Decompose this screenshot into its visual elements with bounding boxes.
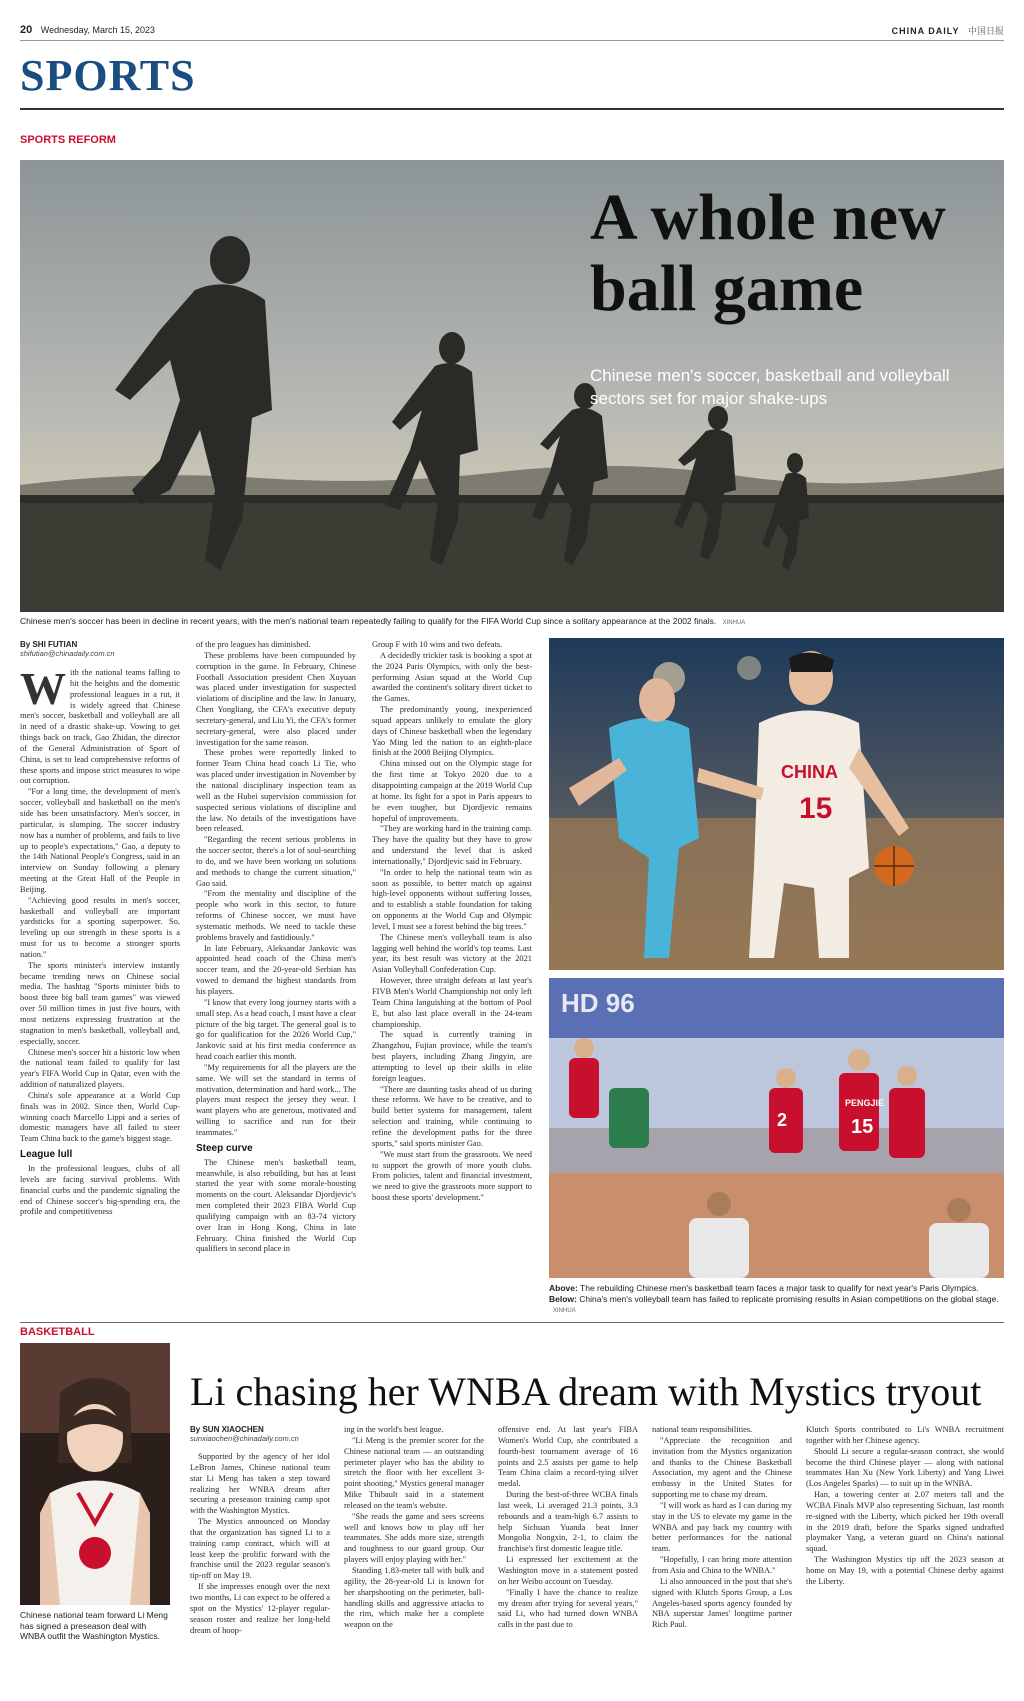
article1-paragraph: These probes were reportedly linked to former Team China head coach Li Tie, who was placed under investigation in November by the national disciplinary inspection team as well as the Hubei supervision commission for suspected serious violations of discipline and the law. No details of the investigations have been released. xyxy=(196,748,357,834)
li-meng-caption: Chinese national team forward Li Meng has signed a preseason deal with WNBA outfit the Washington Mystics. xyxy=(20,1610,168,1642)
article1-paragraph: "For a long time, the development of men's soccer, volleyball and basketball on the men's side has been unsatisfactory. Men's soccer, in particular, is slumping. The soccer industry now has a number of problems, and fails to live up to people's expectations," Gao, a deputy to the 14th National People's Congress, said in an interview on Sunday following a plenary meeting at the Great Hall of the People in Beijing. xyxy=(20,787,180,894)
drop-cap: W xyxy=(20,663,66,714)
article2-byline: By SUN XIAOCHEN xyxy=(190,1425,264,1434)
article-section-tag: SPORTS REFORM xyxy=(20,134,116,146)
article2-paragraph: offensive end. At last year's FIBA Women's World Cup, she contributed a fourth-best tournament average of 16 points and 2.5 assists per game to help Team China claim a record-tying silver medal. xyxy=(498,1425,638,1489)
article2-column-4 xyxy=(652,1425,792,1692)
scoreboard-banner-text: HD 96 xyxy=(561,988,635,1018)
article1-email: shifutian@chinadaily.com.cn xyxy=(20,649,115,658)
article1-paragraph: "In order to help the national team win as soon as possible, to better match up against high-level opponents without suffering losses, and to establish a stable foundation for taking on opponents at the World Cup and Olympic level, I must see a forest behind the big trees." xyxy=(372,867,532,931)
caption-below-text: China's men's volleyball team has failed to replicate promising results in Asian competitions on the global stage. xyxy=(579,1293,999,1304)
article1-paragraph: These problems have been compounded by corruption in the game. In February, Chinese Football Association president Chen Xuyuan was placed under investigation for suspected violations of discipline and the law. In January, Chen Yongliang, the CFA's executive deputy secretary-general, and Liu Yi, the CFA's former secretary-general, were also placed under investigation for the same reason. xyxy=(196,650,356,747)
caption-below-label: Below: xyxy=(549,1293,577,1304)
page-header xyxy=(20,22,1004,38)
article2-paragraph: "Hopefully, I can bring more attention from Asia and China to the WNBA." xyxy=(652,1555,792,1575)
caption-above-text: The rebuilding Chinese men's basketball team faces a major task to qualify for next year's Paris Olympics. xyxy=(580,1283,979,1293)
basketball-illustration xyxy=(549,638,1004,970)
li-meng-illustration xyxy=(20,1343,170,1605)
article1-paragraph: China missed out on the Olympic stage for the first time at Tokyo 2020 due to a disappointing campaign at the 2019 World Cup at home. Its fight for a spot in Paris appears to be even tougher, but Djordjevic remains hopeful of improvements. xyxy=(372,759,532,823)
article2-paragraph: "Li Meng is the premier scorer for the Chinese national team — an outstanding perimeter player who has the ability to stretch the floor with her excellent 3-point shooting," Mystics general manager Mike Thibault said in a statement released on the team's website. xyxy=(344,1435,484,1510)
article1-paragraph: The sports minister's interview instantly became trending news on Chinese social media. The hashtag "Sports minister bids to boost three big ball team games" was viewed over 50 million times in just five hours, with most netizens expressing frustration at the stagnation in men's basketball, volleyball and, especially, soccer. xyxy=(20,960,180,1046)
article1-paragraph: "Achieving good results in men's soccer, basketball and volleyball are important yardsticks for a sporting superpower. So, leveling up our strength in these sports is a must for us to become a stronger sports nation." xyxy=(20,895,180,959)
page-date-block xyxy=(20,24,155,36)
article2-paragraph: Standing 1.83-meter tall with bulk and agility, the 28-year-old Li is known for her sharpshooting on the perimeter, ball-handling skills and aggressive attacks to the rim, which make her a complete weapon on the xyxy=(344,1565,484,1630)
article1-column-3 xyxy=(372,640,532,1248)
section-title: SPORTS xyxy=(20,51,196,100)
page-date: Wednesday, March 15, 2023 xyxy=(40,25,156,35)
article1-subhead-steep-curve: Steep curve xyxy=(196,1142,253,1154)
jersey-team-text: CHINA xyxy=(781,762,838,782)
article1-paragraph: of the pro leagues has diminished. xyxy=(196,640,311,649)
article2-paragraph: Li expressed her excitement at the Washington move in a statement posted on her Weibo account on Tuesday. xyxy=(498,1555,638,1586)
volley-jersey-number-2: 2 xyxy=(777,1110,788,1130)
article1-paragraph: In late February, Aleksandar Jankovic was appointed head coach of the China men's soccer team, and the 20-year-old Serbian has vowed to demand the highest standards from his players. xyxy=(196,943,356,996)
article2-email: sunxiaochen@chinadaily.com.cn xyxy=(190,1434,299,1443)
article1-paragraph: "There are daunting tasks ahead of us during these reforms. We have to be creative, and to build better systems for management, talent selection and training, while continuing to refine the development paths for the three sports," said sports minister Gao. xyxy=(372,1084,532,1148)
volleyball-photo xyxy=(549,978,1004,1278)
article1-column-1 xyxy=(20,663,180,1248)
article2-paragraph: If she impresses enough over the next two months, Li can expect to be offered a spot on the Mystics' 12-player regular-season roster and realize her long-held dream of hoop- xyxy=(190,1582,330,1635)
volley-jersey-name: PENGJIE xyxy=(845,1098,885,1108)
basketball-photo xyxy=(549,638,1004,970)
article2-paragraph: Han, a towering center at 2.07 meters tall and the WCBA Finals MVP also representing Sichuan, last month re-signed with the Liberty, which picked her 19th overall in the 2019 draft, before the Sparks signed undrafted playmaker Yang, a veteran guard on China's national squad. xyxy=(806,1490,1004,1554)
article2-paragraph: Li also announced in the post that she's signed with Klutch Sports Group, a Los Angeles-based sports agency founded by NBA superstar James' longtime partner Rich Paul. xyxy=(652,1576,792,1630)
article1-column-2 xyxy=(196,640,357,1254)
article1-byline: By SHI FUTIAN xyxy=(20,640,78,649)
brand-name-cn: 中国日报 xyxy=(967,25,1004,36)
article2-paragraph: "Appreciate the recognition and invitation from the Mystics organization and thanks to the Chinese Basketball Association, my agent and the Chinese embassy in the United States for supporting me to chase my dream. xyxy=(652,1435,792,1500)
article1-paragraph: A decidedly trickier task is booking a spot at the 2024 Paris Olympics, with only the best-performing Asian squad at the World Cup awarded the continent's solitary direct ticket to the Games. xyxy=(372,650,532,704)
photo-credit: XINHUA xyxy=(553,1308,576,1315)
section-rule xyxy=(20,108,1004,110)
article1-paragraph: China's sole appearance at a World Cup finals was in 2002. Since then, World Cup-winning coach Marcello Lippi and a series of domestic managers have all failed to steer Team China back to the game's biggest stage. xyxy=(20,1090,180,1144)
photo-caption xyxy=(549,1283,1004,1316)
article1-paragraph: "My requirements for all the players are the same. We will set the standard in terms of motivation, determination and hard work... The players must respect the jersey they wear. I want players who are generous, motivated and willing to sacrifice and run for their teammates." xyxy=(196,1062,356,1137)
li-meng-photo xyxy=(20,1343,170,1605)
article2-rule xyxy=(20,1322,1004,1323)
article-headline: A whole new ball game xyxy=(590,181,946,325)
jersey-number: 15 xyxy=(799,792,833,825)
article1-paragraph: The predominantly young, inexperienced squad appears unlikely to emulate the glory days of Chinese basketball when the legendary Yao Ming led the nation to an eighth-place finish at the 2008 Beijing Olympics. xyxy=(372,705,532,758)
page-number: 20 xyxy=(20,24,33,36)
article1-paragraph: The Chinese men's basketball team, meanwhile, is also rebuilding, but has at least started the year with some morale-boosting moments on the court. Aleksandar Djordjevic's men completed their 2023 FIBA World Cup qualifying campaign with an 83-74 victory over Iran in Hong Kong, China in late February. China finished the World Cup qualifiers in second place in xyxy=(196,1157,356,1254)
article2-byline-block xyxy=(190,1425,330,1443)
article2-paragraph: ing in the world's best league. xyxy=(344,1425,444,1434)
caption-above-label: Above: xyxy=(549,1283,578,1293)
article2-paragraph: During the best-of-three WCBA finals last week, Li averaged 21.3 points, 3.3 rebounds and a team-high 6.7 assists to help Sichuan Yuanda beat Inner Mongolia Nongxin, 2-1, to claim the franchise's first domestic league title. xyxy=(498,1490,638,1554)
article1-paragraph: Group F with 10 wins and two defeats. xyxy=(372,640,503,649)
article1-paragraph: However, three straight defeats at last year's FIVB Men's World Championship not only left Team China languishing at the bottom of Pool E, but also last place overall in the 24-team championship. xyxy=(372,976,532,1029)
hero-caption-text: Chinese men's soccer has been in decline in recent years, with the men's national team repeatedly failing to qualify for the FIFA World Cup since a solitary appearance at the 2002 finals. xyxy=(20,616,717,626)
article1-paragraph: In the professional leagues, clubs of all levels are facing survival problems. With financial curbs and the pandemic signaling the end of Chinese soccer's big-spending era, the profile and competitiveness xyxy=(20,1164,180,1217)
article2-paragraph: The Mystics announced on Monday that the organization has signed Li to a training camp contract, which will at least keep the prolific forward with the franchise until the 2023 regular season's tip-off on May 19. xyxy=(190,1517,330,1581)
article1-paragraph: "From the mentality and discipline of the people who work in this sector, to future reforms of Chinese soccer, we must have systematic methods. We need to tackle these problems bravely and fastidiously." xyxy=(196,889,356,942)
article1-paragraph: "I know that every long journey starts with a small step. As a head coach, I must have a clear picture of the big target. The general goal is to go for qualification for the 2026 World Cup," Jankovic said at his first media conference as head coach earlier this month. xyxy=(196,997,356,1062)
hero-photo-credit: XINHUA xyxy=(722,620,746,626)
article1-paragraph: The squad is currently training in Zhangzhou, Fujian province, while the team's best players, including Zhang Jingyin, are attempting to level up their skills in elite foreign leagues. xyxy=(372,1030,532,1083)
article2-paragraph: Klutch Sports contributed to Li's WNBA recruitment together with her Chinese agency. xyxy=(806,1425,1004,1445)
article1-paragraph: "They are working hard in the training camp. They have the quality but they have to grow and understand the level that is asked internationally," Djordjevic said in February. xyxy=(372,824,532,866)
article2-paragraph: "She reads the game and sees screens well and knows how to play off her teammates. She adds more size, strength and toughness to our guard group. Our players will enjoy playing with her." xyxy=(344,1511,484,1565)
article1-paragraph: "We must start from the grassroots. We need to support the growth of more youth clubs. From policies, talent and financial investment, we need to give the grassroots more support to boost these sports' development." xyxy=(372,1149,532,1203)
masthead-brand xyxy=(892,24,1004,37)
article-deck: Chinese men's soccer, basketball and volleyball sectors set for major shake-ups xyxy=(590,366,950,408)
brand-name: CHINA DAILY xyxy=(891,25,960,36)
article1-paragraph: Chinese men's soccer hit a historic low when the national team failed to qualify for last year's FIFA World Cup in Qatar, even with the addition of naturalized players. xyxy=(20,1047,180,1090)
article1-paragraph: ith the national teams falling to hit the heights and the domestic professional leagues in a rut, it is widely agreed that Chinese men's soccer, basketball and volleyball are all in need of a drastic shake-up. Vowing to get things back on track, Gao Zhidan, the director of the General Administration of Sport of China, is set to lead comprehensive reforms of these sports and impose strict measures to wipe out corruption. xyxy=(20,668,180,786)
article1-paragraph: The Chinese men's volleyball team is also lagging well behind the world's top teams. Last year, its best result was victory at the 2021 Asian Volleyball Confederation Cup. xyxy=(372,932,532,975)
article1-byline-block xyxy=(20,640,180,658)
article1-paragraph: "Regarding the recent serious problems in the soccer sector, there's a lot of soul-searching to do, and we have been working on solutions and methods to change the current situation," Gao said. xyxy=(196,835,356,888)
article2-paragraph: "I will work as hard as I can during my stay in the US to elevate my game in the WNBA and pay back my country with better performances for the national team. xyxy=(652,1500,792,1554)
article2-paragraph: The Washington Mystics tip off the 2023 season at home on May 19, with a potential Chinese derby against the Liberty. xyxy=(806,1555,1004,1586)
article2-section-tag: BASKETBALL xyxy=(20,1326,95,1338)
header-rule xyxy=(20,40,1004,41)
article2-column-1 xyxy=(190,1452,330,1692)
article2-paragraph: Should Li secure a regular-season contract, she would become the third Chinese player — along with national teammates Han Xu (New York Liberty) and Yang Liwei (Los Angeles Sparks) — to suit up in the WNBA. xyxy=(806,1446,1004,1489)
article2-headline: Li chasing her WNBA dream with Mystics tryout xyxy=(190,1369,982,1414)
article2-column-2 xyxy=(344,1425,484,1692)
article2-paragraph: national team responsibilities. xyxy=(652,1425,753,1434)
hero-caption xyxy=(20,616,1004,628)
volley-jersey-number: 15 xyxy=(851,1116,874,1138)
volleyball-illustration xyxy=(549,978,1004,1278)
article1-subhead-league-lull: League lull xyxy=(20,1149,73,1161)
article2-paragraph: Supported by the agency of her idol LeBron James, Chinese national team star Li Meng has taken a step toward realizing her WNBA dream after securing a preseason training camp spot with the Washington Mystics. xyxy=(190,1452,330,1516)
article2-paragraph: "Finally I have the chance to realize my dream after trying for several years," said Li, who had turned down WNBA calls in the past due to xyxy=(498,1587,638,1630)
article2-column-3 xyxy=(498,1425,638,1692)
article2-column-5 xyxy=(806,1425,1004,1692)
